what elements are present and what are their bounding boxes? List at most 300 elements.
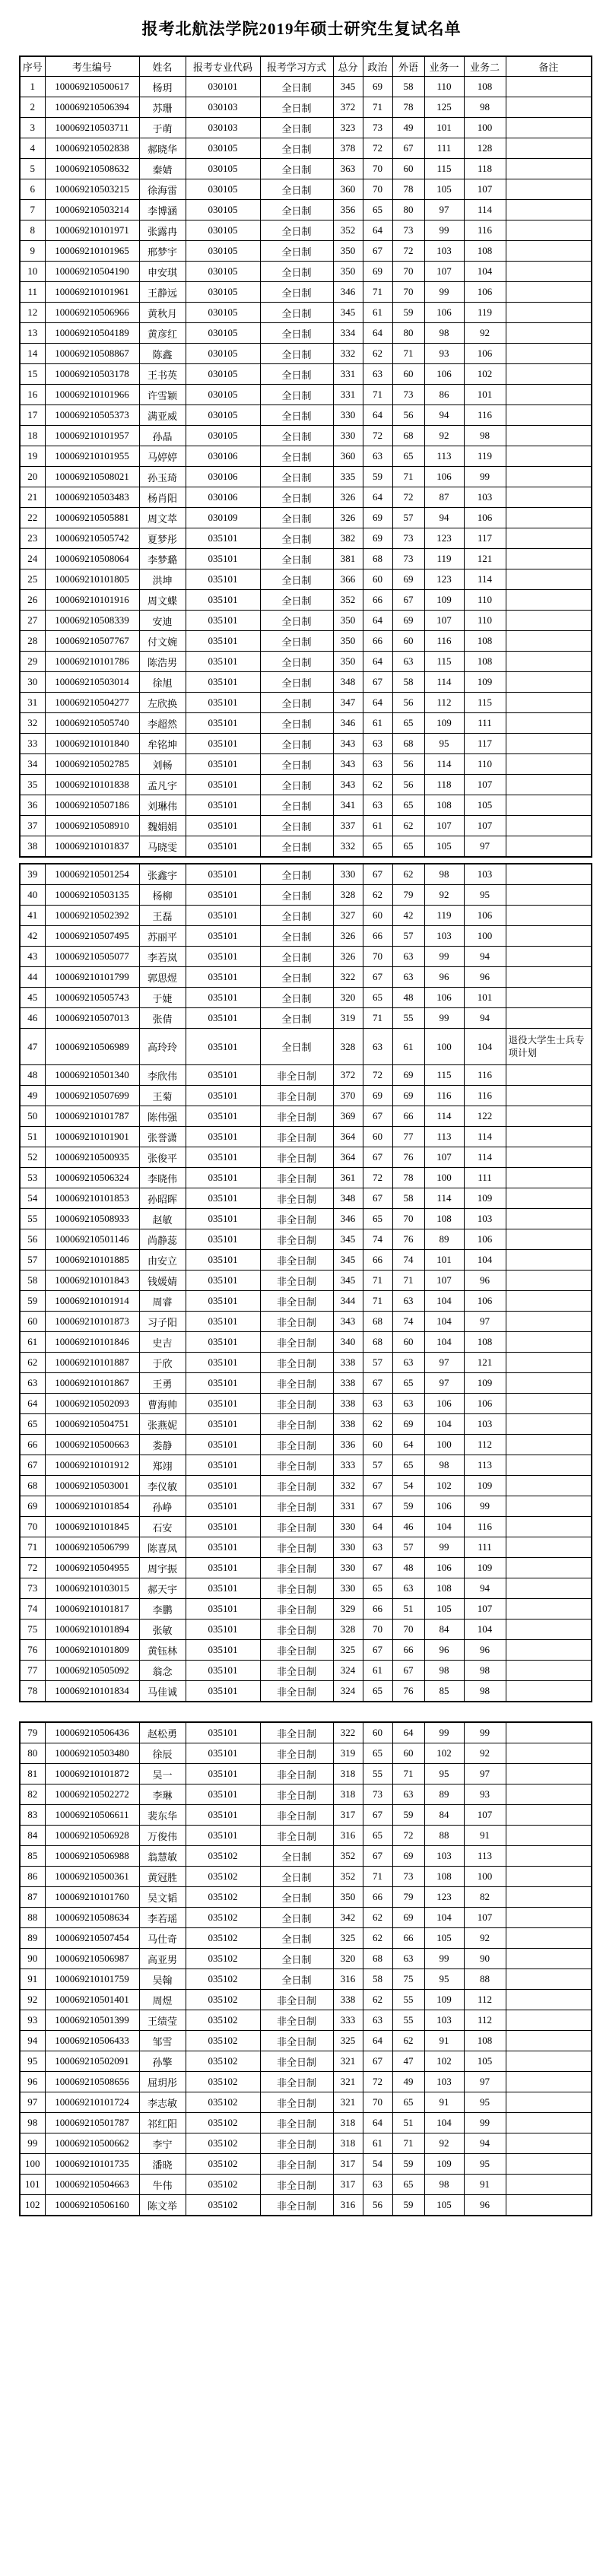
cell-study-mode: 全日制: [260, 426, 333, 446]
cell-candidate-number: 100069210508933: [45, 1209, 139, 1229]
cell-subject1: 99: [424, 1537, 464, 1558]
table-row: [20, 1681, 592, 1702]
cell-total-score: 336: [333, 1435, 363, 1455]
table-row: [20, 262, 592, 282]
cell-name: 杨柳: [139, 885, 186, 906]
cell-subject2: 107: [464, 816, 506, 836]
cell-foreign-language: 66: [392, 1640, 424, 1661]
cell-politics: 64: [363, 652, 392, 672]
table-row: [20, 1599, 592, 1620]
cell-candidate-number: 100069210502838: [45, 138, 139, 159]
cell-candidate-number: 100069210101957: [45, 426, 139, 446]
cell-major-code: 035101: [186, 1517, 260, 1537]
cell-major-code: 035102: [186, 1949, 260, 1969]
cell-politics: 65: [363, 836, 392, 858]
cell-major-code: 035101: [186, 528, 260, 549]
cell-total-score: 317: [333, 2154, 363, 2175]
cell-subject2: 95: [464, 2154, 506, 2175]
table-row: [20, 1805, 592, 1826]
cell-foreign-language: 65: [392, 836, 424, 858]
cell-subject2: 98: [464, 426, 506, 446]
cell-subject2: 109: [464, 1558, 506, 1578]
cell-total-score: 343: [333, 1312, 363, 1332]
cell-foreign-language: 60: [392, 364, 424, 385]
cell-subject1: 104: [424, 1332, 464, 1353]
cell-foreign-language: 62: [392, 816, 424, 836]
cell-no: 6: [20, 179, 45, 200]
cell-no: 37: [20, 816, 45, 836]
table-row: [20, 1029, 592, 1065]
cell-major-code: 035101: [186, 1620, 260, 1640]
cell-subject1: 104: [424, 1414, 464, 1435]
cell-major-code: 035101: [186, 1537, 260, 1558]
cell-remark: [506, 906, 592, 926]
cell-foreign-language: 55: [392, 1008, 424, 1029]
cell-foreign-language: 71: [392, 344, 424, 364]
cell-remark: [506, 2133, 592, 2154]
cell-major-code: 030105: [186, 385, 260, 405]
cell-name: 苏丽平: [139, 926, 186, 947]
cell-subject1: 104: [424, 1517, 464, 1537]
cell-subject2: 116: [464, 220, 506, 241]
cell-foreign-language: 59: [392, 1496, 424, 1517]
cell-study-mode: 非全日制: [260, 2175, 333, 2195]
cell-foreign-language: 51: [392, 2113, 424, 2133]
cell-major-code: 035101: [186, 672, 260, 693]
cell-subject2: 110: [464, 590, 506, 611]
cell-name: 邹雪: [139, 2031, 186, 2051]
cell-candidate-number: 100069210507013: [45, 1008, 139, 1029]
cell-no: 34: [20, 754, 45, 775]
cell-foreign-language: 73: [392, 528, 424, 549]
cell-foreign-language: 63: [392, 1394, 424, 1414]
cell-major-code: 030105: [186, 344, 260, 364]
cell-no: 100: [20, 2154, 45, 2175]
cell-candidate-number: 100069210500361: [45, 1867, 139, 1887]
cell-politics: 65: [363, 1681, 392, 1702]
cell-major-code: 035101: [186, 1065, 260, 1086]
cell-name: 高玲玲: [139, 1029, 186, 1065]
cell-subject2: 112: [464, 1435, 506, 1455]
cell-no: 33: [20, 734, 45, 754]
cell-name: 徐海雷: [139, 179, 186, 200]
cell-name: 翁念: [139, 1661, 186, 1681]
cell-foreign-language: 68: [392, 734, 424, 754]
cell-remark: [506, 2195, 592, 2216]
table-row: [20, 693, 592, 713]
cell-subject2: 94: [464, 2133, 506, 2154]
table-row: [20, 1312, 592, 1332]
cell-foreign-language: 63: [392, 652, 424, 672]
cell-subject1: 96: [424, 1640, 464, 1661]
cell-no: 45: [20, 988, 45, 1008]
cell-politics: 65: [363, 1209, 392, 1229]
cell-major-code: 035101: [186, 652, 260, 672]
cell-remark: [506, 1558, 592, 1578]
cell-subject1: 92: [424, 885, 464, 906]
table-row: [20, 1578, 592, 1599]
cell-subject1: 114: [424, 1106, 464, 1127]
cell-major-code: 035101: [186, 1558, 260, 1578]
cell-politics: 64: [363, 2031, 392, 2051]
cell-politics: 65: [363, 1826, 392, 1846]
table-row: [20, 1908, 592, 1928]
cell-politics: 66: [363, 631, 392, 652]
cell-study-mode: 全日制: [260, 590, 333, 611]
cell-candidate-number: 100069210101817: [45, 1599, 139, 1620]
table-row: [20, 926, 592, 947]
cell-study-mode: 非全日制: [260, 2031, 333, 2051]
cell-politics: 69: [363, 77, 392, 97]
cell-study-mode: 全日制: [260, 1008, 333, 1029]
cell-subject1: 102: [424, 1743, 464, 1764]
cell-subject2: 104: [464, 1250, 506, 1271]
cell-remark: [506, 1969, 592, 1990]
cell-candidate-number: 100069210501146: [45, 1229, 139, 1250]
cell-remark: [506, 1394, 592, 1414]
cell-study-mode: 全日制: [260, 1969, 333, 1990]
cell-study-mode: 非全日制: [260, 1414, 333, 1435]
cell-candidate-number: 100069210508910: [45, 816, 139, 836]
cell-remark: [506, 200, 592, 220]
cell-subject1: 106: [424, 364, 464, 385]
cell-study-mode: 全日制: [260, 118, 333, 138]
cell-politics: 69: [363, 1086, 392, 1106]
cell-name: 牛伟: [139, 2175, 186, 2195]
cell-total-score: 364: [333, 1127, 363, 1147]
cell-foreign-language: 57: [392, 508, 424, 528]
cell-candidate-number: 100069210101961: [45, 282, 139, 303]
cell-politics: 62: [363, 1928, 392, 1949]
cell-politics: 69: [363, 262, 392, 282]
cell-study-mode: 非全日制: [260, 1599, 333, 1620]
table-row: [20, 1722, 592, 1743]
cell-foreign-language: 48: [392, 1558, 424, 1578]
cell-subject1: 106: [424, 1496, 464, 1517]
cell-subject1: 115: [424, 1065, 464, 1086]
cell-foreign-language: 69: [392, 1414, 424, 1435]
cell-politics: 64: [363, 487, 392, 508]
cell-remark: [506, 1008, 592, 1029]
cell-remark: [506, 569, 592, 590]
cell-major-code: 035102: [186, 2154, 260, 2175]
cell-subject2: 104: [464, 1029, 506, 1065]
cell-candidate-number: 100069210503014: [45, 672, 139, 693]
cell-subject1: 105: [424, 2195, 464, 2216]
cell-remark: [506, 1127, 592, 1147]
cell-candidate-number: 100069210101837: [45, 836, 139, 858]
cell-study-mode: 非全日制: [260, 1332, 333, 1353]
cell-foreign-language: 63: [392, 947, 424, 967]
cell-total-score: 338: [333, 1990, 363, 2010]
cell-no: 11: [20, 282, 45, 303]
cell-subject1: 96: [424, 967, 464, 988]
cell-politics: 60: [363, 906, 392, 926]
cell-no: 68: [20, 1476, 45, 1496]
cell-name: 娄静: [139, 1435, 186, 1455]
cell-no: 69: [20, 1496, 45, 1517]
table-row: [20, 1435, 592, 1455]
cell-major-code: 035102: [186, 2133, 260, 2154]
cell-name: 周煜: [139, 1990, 186, 2010]
cell-total-score: 352: [333, 1846, 363, 1867]
cell-name: 王菊: [139, 1086, 186, 1106]
cell-study-mode: 全日制: [260, 795, 333, 816]
cell-major-code: 030105: [186, 303, 260, 323]
cell-major-code: 035101: [186, 1373, 260, 1394]
cell-study-mode: 非全日制: [260, 2195, 333, 2216]
cell-politics: 57: [363, 1353, 392, 1373]
cell-remark: [506, 1928, 592, 1949]
table-row: [20, 1008, 592, 1029]
cell-politics: 67: [363, 1846, 392, 1867]
cell-total-score: 328: [333, 885, 363, 906]
cell-remark: [506, 364, 592, 385]
cell-foreign-language: 66: [392, 1106, 424, 1127]
cell-candidate-number: 100069210508656: [45, 2072, 139, 2092]
cell-study-mode: 非全日制: [260, 2072, 333, 2092]
cell-candidate-number: 100069210503135: [45, 885, 139, 906]
table-row: [20, 672, 592, 693]
cell-candidate-number: 100069210506989: [45, 1029, 139, 1065]
cell-study-mode: 全日制: [260, 1928, 333, 1949]
cell-no: 95: [20, 2051, 45, 2072]
cell-total-score: 337: [333, 816, 363, 836]
cell-no: 43: [20, 947, 45, 967]
cell-total-score: 316: [333, 1969, 363, 1990]
cell-no: 32: [20, 713, 45, 734]
table-row: [20, 364, 592, 385]
table-row: [20, 1353, 592, 1373]
cell-total-score: 372: [333, 1065, 363, 1086]
cell-subject1: 109: [424, 713, 464, 734]
cell-foreign-language: 46: [392, 1517, 424, 1537]
cell-major-code: 035102: [186, 1928, 260, 1949]
cell-total-score: 338: [333, 1414, 363, 1435]
cell-total-score: 346: [333, 713, 363, 734]
cell-candidate-number: 100069210101901: [45, 1127, 139, 1147]
cell-remark: [506, 1867, 592, 1887]
cell-subject1: 97: [424, 1373, 464, 1394]
cell-major-code: 035101: [186, 1106, 260, 1127]
cell-candidate-number: 100069210101965: [45, 241, 139, 262]
cell-major-code: 035102: [186, 2031, 260, 2051]
cell-subject2: 118: [464, 159, 506, 179]
cell-remark: [506, 2092, 592, 2113]
cell-foreign-language: 58: [392, 77, 424, 97]
cell-candidate-number: 100069210101787: [45, 1106, 139, 1127]
cell-total-score: 321: [333, 2092, 363, 2113]
cell-study-mode: 非全日制: [260, 1990, 333, 2010]
cell-name: 屈玥彤: [139, 2072, 186, 2092]
cell-study-mode: 全日制: [260, 467, 333, 487]
cell-total-score: 327: [333, 906, 363, 926]
cell-name: 祁红阳: [139, 2113, 186, 2133]
cell-total-score: 326: [333, 947, 363, 967]
cell-subject2: 104: [464, 262, 506, 282]
cell-subject1: 118: [424, 775, 464, 795]
cell-study-mode: 全日制: [260, 754, 333, 775]
cell-major-code: 035101: [186, 836, 260, 858]
cell-study-mode: 非全日制: [260, 1271, 333, 1291]
cell-remark: [506, 836, 592, 858]
cell-total-score: 322: [333, 967, 363, 988]
cell-subject1: 105: [424, 1599, 464, 1620]
cell-subject1: 97: [424, 1353, 464, 1373]
cell-no: 81: [20, 1764, 45, 1784]
cell-subject1: 104: [424, 1908, 464, 1928]
cell-subject2: 112: [464, 2010, 506, 2031]
cell-study-mode: 非全日制: [260, 1127, 333, 1147]
cell-foreign-language: 69: [392, 1908, 424, 1928]
header-total-score: 总分: [333, 56, 363, 77]
cell-candidate-number: 100069210101873: [45, 1312, 139, 1332]
table-row: [20, 1414, 592, 1435]
cell-no: 101: [20, 2175, 45, 2195]
table-row: [20, 1394, 592, 1414]
cell-no: 54: [20, 1188, 45, 1209]
cell-foreign-language: 63: [392, 1353, 424, 1373]
cell-candidate-number: 100069210506324: [45, 1168, 139, 1188]
cell-candidate-number: 100069210101846: [45, 1332, 139, 1353]
cell-total-score: 346: [333, 1209, 363, 1229]
cell-candidate-number: 100069210507767: [45, 631, 139, 652]
cell-major-code: 035102: [186, 1908, 260, 1928]
cell-subject1: 125: [424, 97, 464, 118]
cell-major-code: 035101: [186, 1353, 260, 1373]
table-row: [20, 446, 592, 467]
cell-total-score: 330: [333, 1517, 363, 1537]
cell-politics: 64: [363, 220, 392, 241]
cell-name: 郭思煜: [139, 967, 186, 988]
cell-name: 魏娟娟: [139, 816, 186, 836]
table-row: [20, 159, 592, 179]
cell-politics: 68: [363, 1312, 392, 1332]
cell-politics: 67: [363, 967, 392, 988]
cell-foreign-language: 76: [392, 1147, 424, 1168]
table-row: [20, 906, 592, 926]
cell-subject1: 99: [424, 1722, 464, 1743]
cell-remark: [506, 1086, 592, 1106]
cell-major-code: 030105: [186, 241, 260, 262]
cell-politics: 70: [363, 947, 392, 967]
cell-study-mode: 全日制: [260, 569, 333, 590]
cell-politics: 66: [363, 590, 392, 611]
cell-study-mode: 全日制: [260, 836, 333, 858]
cell-total-score: 321: [333, 2051, 363, 2072]
cell-study-mode: 全日制: [260, 323, 333, 344]
cell-name: 陈鑫: [139, 344, 186, 364]
cell-major-code: 035101: [186, 885, 260, 906]
cell-name: 左欣换: [139, 693, 186, 713]
cell-remark: [506, 1271, 592, 1291]
cell-no: 79: [20, 1722, 45, 1743]
cell-candidate-number: 100069210508064: [45, 549, 139, 569]
cell-politics: 68: [363, 549, 392, 569]
cell-major-code: 035101: [186, 1784, 260, 1805]
cell-no: 94: [20, 2031, 45, 2051]
cell-study-mode: 非全日制: [260, 1188, 333, 1209]
cell-total-score: 328: [333, 1620, 363, 1640]
cell-major-code: 035101: [186, 1209, 260, 1229]
cell-name: 王绩莹: [139, 2010, 186, 2031]
cell-no: 102: [20, 2195, 45, 2216]
cell-study-mode: 全日制: [260, 631, 333, 652]
cell-subject2: 95: [464, 2092, 506, 2113]
cell-name: 张誉潇: [139, 1127, 186, 1147]
table-row: [20, 1455, 592, 1476]
cell-candidate-number: 100069210508632: [45, 159, 139, 179]
cell-major-code: 035101: [186, 1332, 260, 1353]
cell-candidate-number: 100069210101845: [45, 1517, 139, 1537]
cell-no: 58: [20, 1271, 45, 1291]
cell-remark: [506, 1373, 592, 1394]
cell-no: 83: [20, 1805, 45, 1826]
cell-no: 53: [20, 1168, 45, 1188]
cell-politics: 64: [363, 405, 392, 426]
cell-no: 52: [20, 1147, 45, 1168]
cell-candidate-number: 100069210503214: [45, 200, 139, 220]
cell-major-code: 035101: [186, 713, 260, 734]
cell-subject2: 106: [464, 1229, 506, 1250]
cell-remark: [506, 179, 592, 200]
table-row: [20, 631, 592, 652]
cell-politics: 63: [363, 1029, 392, 1065]
cell-no: 91: [20, 1969, 45, 1990]
cell-major-code: 035101: [186, 1455, 260, 1476]
cell-total-score: 364: [333, 1147, 363, 1168]
cell-study-mode: 非全日制: [260, 1312, 333, 1332]
cell-name: 吴一: [139, 1764, 186, 1784]
cell-name: 孙晶: [139, 426, 186, 446]
table-row: [20, 118, 592, 138]
cell-total-score: 331: [333, 1496, 363, 1517]
cell-name: 孟凡宇: [139, 775, 186, 795]
cell-subject2: 110: [464, 611, 506, 631]
cell-major-code: 035101: [186, 754, 260, 775]
cell-subject1: 107: [424, 816, 464, 836]
cell-study-mode: 全日制: [260, 303, 333, 323]
cell-politics: 67: [363, 1147, 392, 1168]
cell-major-code: 035101: [186, 569, 260, 590]
cell-no: 19: [20, 446, 45, 467]
table-row: [20, 1332, 592, 1353]
cell-subject2: 103: [464, 487, 506, 508]
cell-remark: [506, 1537, 592, 1558]
cell-remark: [506, 487, 592, 508]
cell-no: 38: [20, 836, 45, 858]
cell-total-score: 360: [333, 446, 363, 467]
cell-candidate-number: 100069210506966: [45, 303, 139, 323]
cell-politics: 72: [363, 426, 392, 446]
cell-candidate-number: 100069210101809: [45, 1640, 139, 1661]
cell-subject1: 102: [424, 2051, 464, 2072]
table-row: [20, 2031, 592, 2051]
cell-remark: [506, 1106, 592, 1127]
cell-remark: [506, 947, 592, 967]
cell-remark: [506, 1229, 592, 1250]
page-title: 报考北航法学院2019年硕士研究生复试名单: [141, 20, 462, 38]
cell-candidate-number: 100069210502785: [45, 754, 139, 775]
cell-foreign-language: 49: [392, 2072, 424, 2092]
cell-candidate-number: 100069210508021: [45, 467, 139, 487]
cell-candidate-number: 100069210505740: [45, 713, 139, 734]
table-row: [20, 1558, 592, 1578]
cell-major-code: 035101: [186, 1188, 260, 1209]
cell-remark: [506, 1578, 592, 1599]
cell-candidate-number: 100069210101724: [45, 2092, 139, 2113]
cell-subject2: 116: [464, 1086, 506, 1106]
